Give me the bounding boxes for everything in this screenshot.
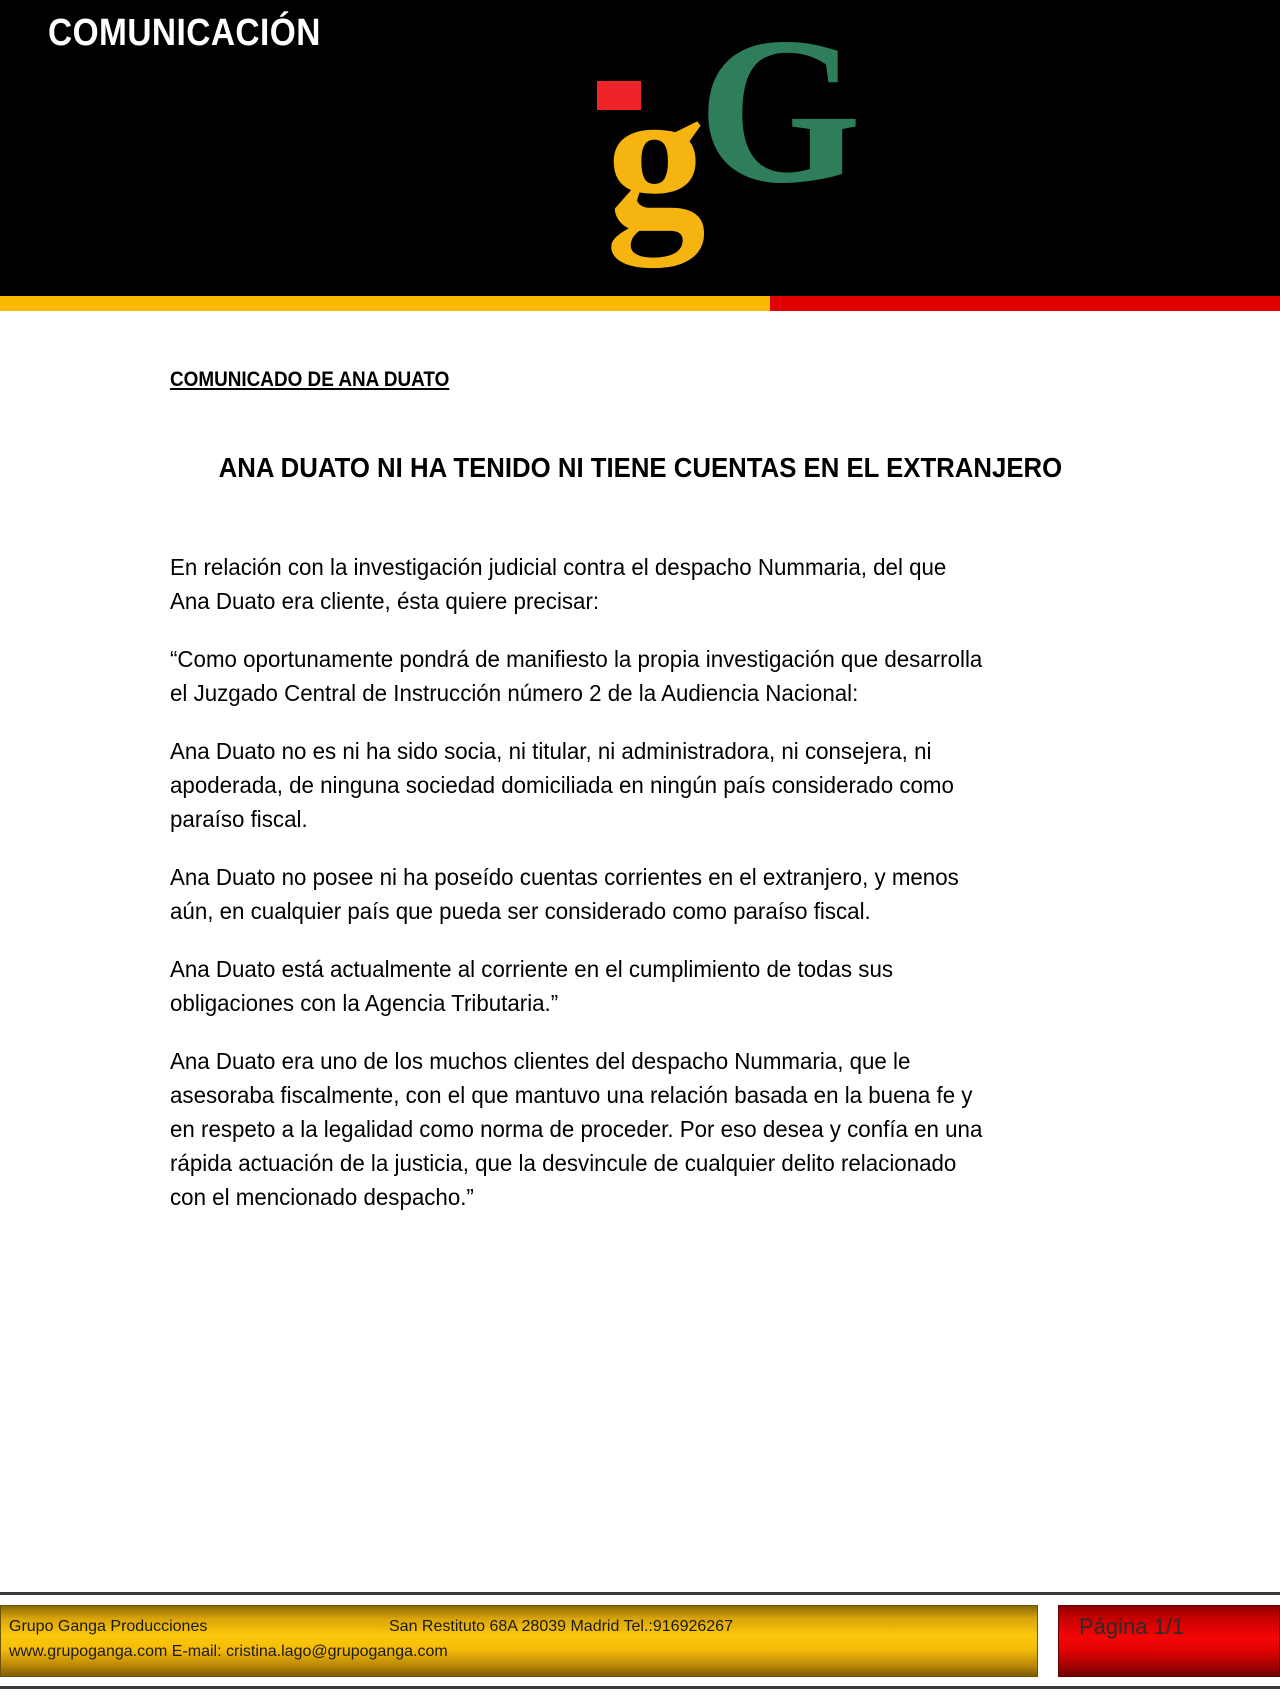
header-divider-bar: [0, 296, 1280, 311]
paragraph-text: Ana Duato era uno de los muchos clientes del despacho Nummaria, que le asesoraba fiscalmente, con el que mantuvo una relación basada en la buena fe y en respeto a la legalidad como norma de proceder. Por eso desea y confía en una rápida actuación de la justicia, que la desvincule de cualquier delito relacionado con el mencionado despacho.”: [170, 1048, 983, 1210]
footer-address: San Restituto 68A 28039 Madrid Tel.:916926267: [389, 1618, 733, 1635]
footer-company-name: Grupo Ganga Producciones: [9, 1618, 208, 1635]
paragraph: [170, 1044, 1016, 1214]
page-number-label: Página 1/1: [1079, 1614, 1185, 1639]
paragraph-list: [170, 550, 1016, 1214]
paragraph: [170, 642, 1016, 710]
grupo-ganga-logo: [588, 0, 862, 268]
header-title: COMUNICACIÓN: [48, 12, 321, 54]
document-body: [0, 311, 1280, 1238]
paragraph: [170, 550, 1016, 618]
logo-lowercase-g: g: [606, 47, 700, 268]
paragraph-text: Ana Duato no es ni ha sido socia, ni titular, ni administradora, ni consejera, ni apoderada, de ninguna sociedad domiciliada en ningún país considerado como paraíso fiscal.: [170, 738, 954, 832]
paragraph-text: Ana Duato está actualmente al corriente en el cumplimiento de todas sus obligaciones con la Agencia Tributaria.”: [170, 956, 894, 1016]
footer-contact-bar: [0, 1605, 1038, 1677]
footer-web-email: www.grupoganga.com E-mail: cristina.lago@grupoganga.com: [9, 1643, 448, 1660]
paragraph: [170, 734, 1016, 836]
paragraph: [170, 952, 1016, 1020]
page-footer: [0, 1566, 1280, 1706]
page-header: [0, 0, 1280, 296]
paragraph-text: En relación con la investigación judicial contra el despacho Nummaria, del que Ana Duato era cliente, ésta quiere precisar:: [170, 554, 947, 614]
footer-page-badge: [1058, 1605, 1280, 1677]
divider-red-segment: [770, 296, 1280, 311]
footer-rule-top: [0, 1592, 1280, 1595]
divider-yellow-segment: [0, 296, 770, 311]
logo-uppercase-g: G: [698, 0, 862, 227]
footer-rule-bottom: [0, 1686, 1280, 1689]
page-title: [0, 452, 1280, 484]
document-kicker: COMUNICADO DE ANA DUATO: [170, 368, 450, 391]
paragraph-text: Ana Duato no posee ni ha poseído cuentas corrientes en el extranjero, y menos aún, en cualquier país que pueda ser considerado como paraíso fiscal.: [170, 864, 959, 924]
paragraph: [170, 860, 1016, 928]
page-title-text: ANA DUATO NI HA TENIDO NI TIENE CUENTAS EN EL EXTRANJERO: [218, 452, 1062, 483]
paragraph-text: “Como oportunamente pondrá de manifiesto la propia investigación que desarrolla el Juzgado Central de Instrucción número 2 de la Audiencia Nacional:: [170, 646, 983, 706]
